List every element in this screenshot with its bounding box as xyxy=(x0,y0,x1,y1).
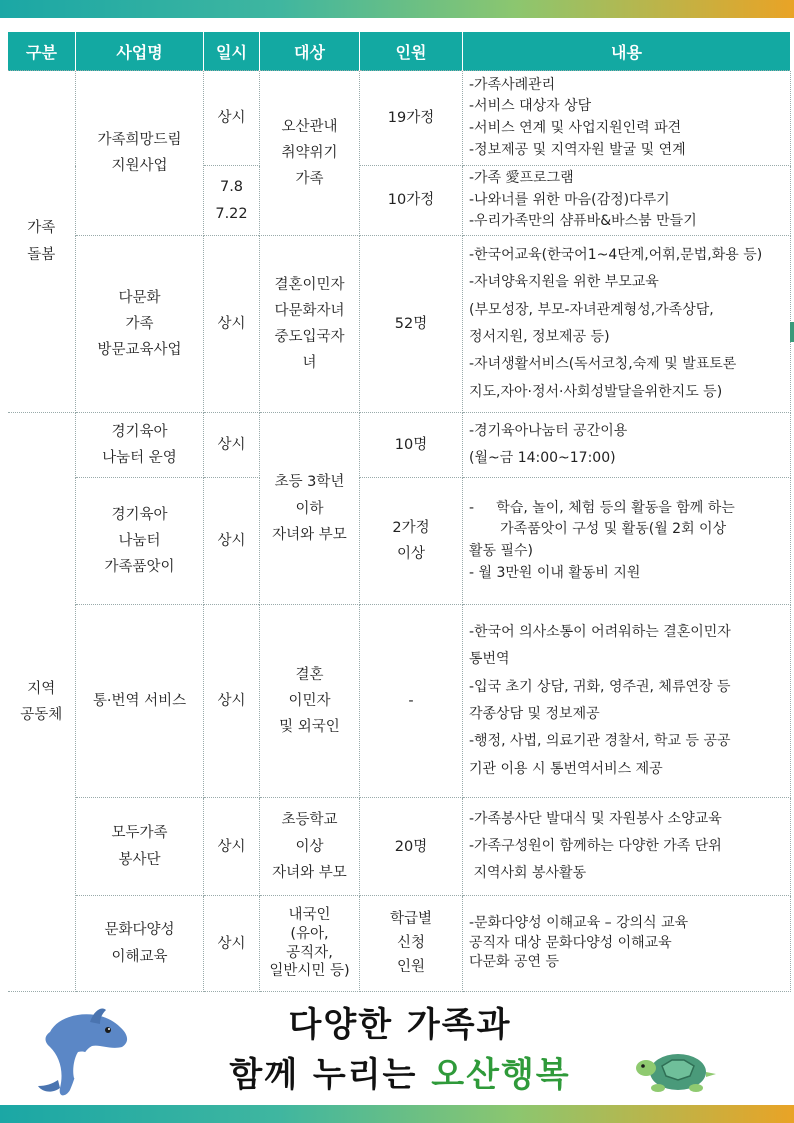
header-target: 대상 xyxy=(260,32,360,71)
program-name: 가족희망드림 지원사업 xyxy=(76,71,204,236)
program-date: 상시 xyxy=(204,798,260,896)
table-row xyxy=(8,478,791,605)
header-program: 사업명 xyxy=(76,32,204,71)
content-line: 정서지원, 정보제공 등) xyxy=(469,329,610,346)
top-gradient-stripe xyxy=(0,0,794,18)
program-table xyxy=(7,32,791,992)
content-line: -가족사례관리 xyxy=(469,76,556,93)
slogan-line-1: 다양한 가족과 xyxy=(288,1005,512,1045)
content-line: 통번역 xyxy=(469,651,510,668)
slogan-line-2 xyxy=(190,1050,610,1100)
program-name: 통·번역 서비스 xyxy=(76,605,204,798)
content-line: 다문화 공연 등 xyxy=(469,954,560,971)
slogan-prefix: 함께 누리는 xyxy=(229,1055,432,1095)
content-line: (월~금 14:00~17:00) xyxy=(469,450,616,467)
program-target: 초등 3학년 이하 자녀와 부모 xyxy=(260,413,360,605)
header-category: 구분 xyxy=(8,32,76,71)
content-line: -가족봉사단 발대식 및 자원봉사 소양교육 xyxy=(469,810,722,827)
program-date: 상시 xyxy=(204,478,260,605)
program-name: 문화다양성 이해교육 xyxy=(76,896,204,992)
content-line: -문화다양성 이해교육 – 강의식 교육 xyxy=(469,915,689,932)
program-target: 결혼 이민자 및 외국인 xyxy=(260,605,360,798)
content-line: -행정, 사법, 의료기관 경찰서, 학교 등 공공 xyxy=(469,733,731,750)
program-target: 결혼이민자 다문화자녀 중도입국자 녀 xyxy=(260,236,360,413)
page-edge-marker xyxy=(790,322,794,342)
program-target: 오산관내 취약위기 가족 xyxy=(260,71,360,236)
content-line: -우리가족만의 샴퓨바&바스붐 만들기 xyxy=(469,213,697,230)
table-row xyxy=(8,71,791,166)
table-row xyxy=(8,605,791,798)
program-content xyxy=(463,896,791,992)
content-line: 가족품앗이 구성 및 활동(월 2회 이상 xyxy=(469,521,727,538)
table-row xyxy=(8,413,791,478)
content-line: - 월 3만원 이내 활동비 지원 xyxy=(469,564,641,581)
content-line: -입국 초기 상담, 귀화, 영주권, 체류연장 등 xyxy=(469,678,731,695)
program-name: 경기육아 나눔터 가족품앗이 xyxy=(76,478,204,605)
content-line: -나와너를 위한 마음(감정)다루기 xyxy=(469,191,670,208)
content-line: -자녀양육지원을 위한 부모교육 xyxy=(469,274,659,291)
slogan-highlight: 오산행복 xyxy=(431,1055,571,1095)
program-people: 20명 xyxy=(360,798,463,896)
content-line: - 학습, 놀이, 체험 등의 활동을 함께 하는 xyxy=(469,499,735,516)
content-line: -경기육아나눔터 공간이용 xyxy=(469,422,628,439)
content-line: -서비스 연계 및 사업지원인력 파견 xyxy=(469,120,682,136)
program-date: 상시 xyxy=(204,605,260,798)
program-name: 경기육아 나눔터 운영 xyxy=(76,413,204,478)
table-row xyxy=(8,236,791,413)
category-community: 지역 공동체 xyxy=(8,413,76,992)
content-line: -정보제공 및 지역자원 발굴 및 연계 xyxy=(469,141,686,158)
program-date: 상시 xyxy=(204,236,260,413)
program-people: 10가정 xyxy=(360,166,463,236)
table-row xyxy=(8,798,791,896)
content-line: 활동 필수) xyxy=(469,543,534,560)
header-people: 인원 xyxy=(360,32,463,71)
program-date: 상시 xyxy=(204,413,260,478)
program-content xyxy=(463,166,791,236)
table-row xyxy=(8,896,791,992)
program-content xyxy=(463,798,791,896)
content-line: 각종상담 및 정보제공 xyxy=(469,706,600,723)
content-line: -가족구성원이 함께하는 다양한 가족 단위 xyxy=(469,837,722,854)
program-content xyxy=(463,71,791,166)
program-target: 초등학교 이상 자녀와 부모 xyxy=(260,798,360,896)
program-date: 상시 xyxy=(204,71,260,166)
content-line: (부모성장, 부모-자녀관계형성,가족상담, xyxy=(469,301,714,318)
content-line: 지도,자아·정서·사회성발달을위한지도 등) xyxy=(469,383,723,400)
program-date: 7.8 7.22 xyxy=(204,166,260,236)
program-people: 52명 xyxy=(360,236,463,413)
content-line: -한국어 의사소통이 어려워하는 결혼이민자 xyxy=(469,624,731,641)
content-line: -가족 愛프로그램 xyxy=(469,170,574,186)
program-people: 학급별 신청 인원 xyxy=(360,896,463,992)
content-line: -서비스 대상자 상담 xyxy=(469,98,592,115)
program-content xyxy=(463,236,791,413)
header-content: 내용 xyxy=(463,32,791,71)
table-header-row xyxy=(8,32,791,71)
program-people: - xyxy=(360,605,463,798)
bottom-gradient-stripe xyxy=(0,1105,794,1123)
content-line: 지역사회 봉사활동 xyxy=(469,865,587,882)
header-date: 일시 xyxy=(204,32,260,71)
program-people: 19가정 xyxy=(360,71,463,166)
content-line: 공직자 대상 문화다양성 이해교육 xyxy=(469,934,672,951)
program-content xyxy=(463,478,791,605)
program-content xyxy=(463,413,791,478)
dolphin-icon xyxy=(30,1002,140,1102)
program-content xyxy=(463,605,791,798)
program-people: 10명 xyxy=(360,413,463,478)
slogan xyxy=(190,1000,610,1100)
program-name: 다문화 가족 방문교육사업 xyxy=(76,236,204,413)
content-line: -자녀생활서비스(독서코칭,숙제 및 발표토론 xyxy=(469,356,737,373)
content-line: -한국어교육(한국어1~4단계,어휘,문법,화용 등) xyxy=(469,247,763,264)
turtle-icon xyxy=(632,1042,722,1097)
category-family-care: 가족 돌봄 xyxy=(8,71,76,413)
program-name: 모두가족 봉사단 xyxy=(76,798,204,896)
program-people: 2가정 이상 xyxy=(360,478,463,605)
program-target: 내국인 (유아, 공직자, 일반시민 등) xyxy=(260,896,360,992)
content-line: 기관 이용 시 통번역서비스 제공 xyxy=(469,760,663,777)
program-date: 상시 xyxy=(204,896,260,992)
